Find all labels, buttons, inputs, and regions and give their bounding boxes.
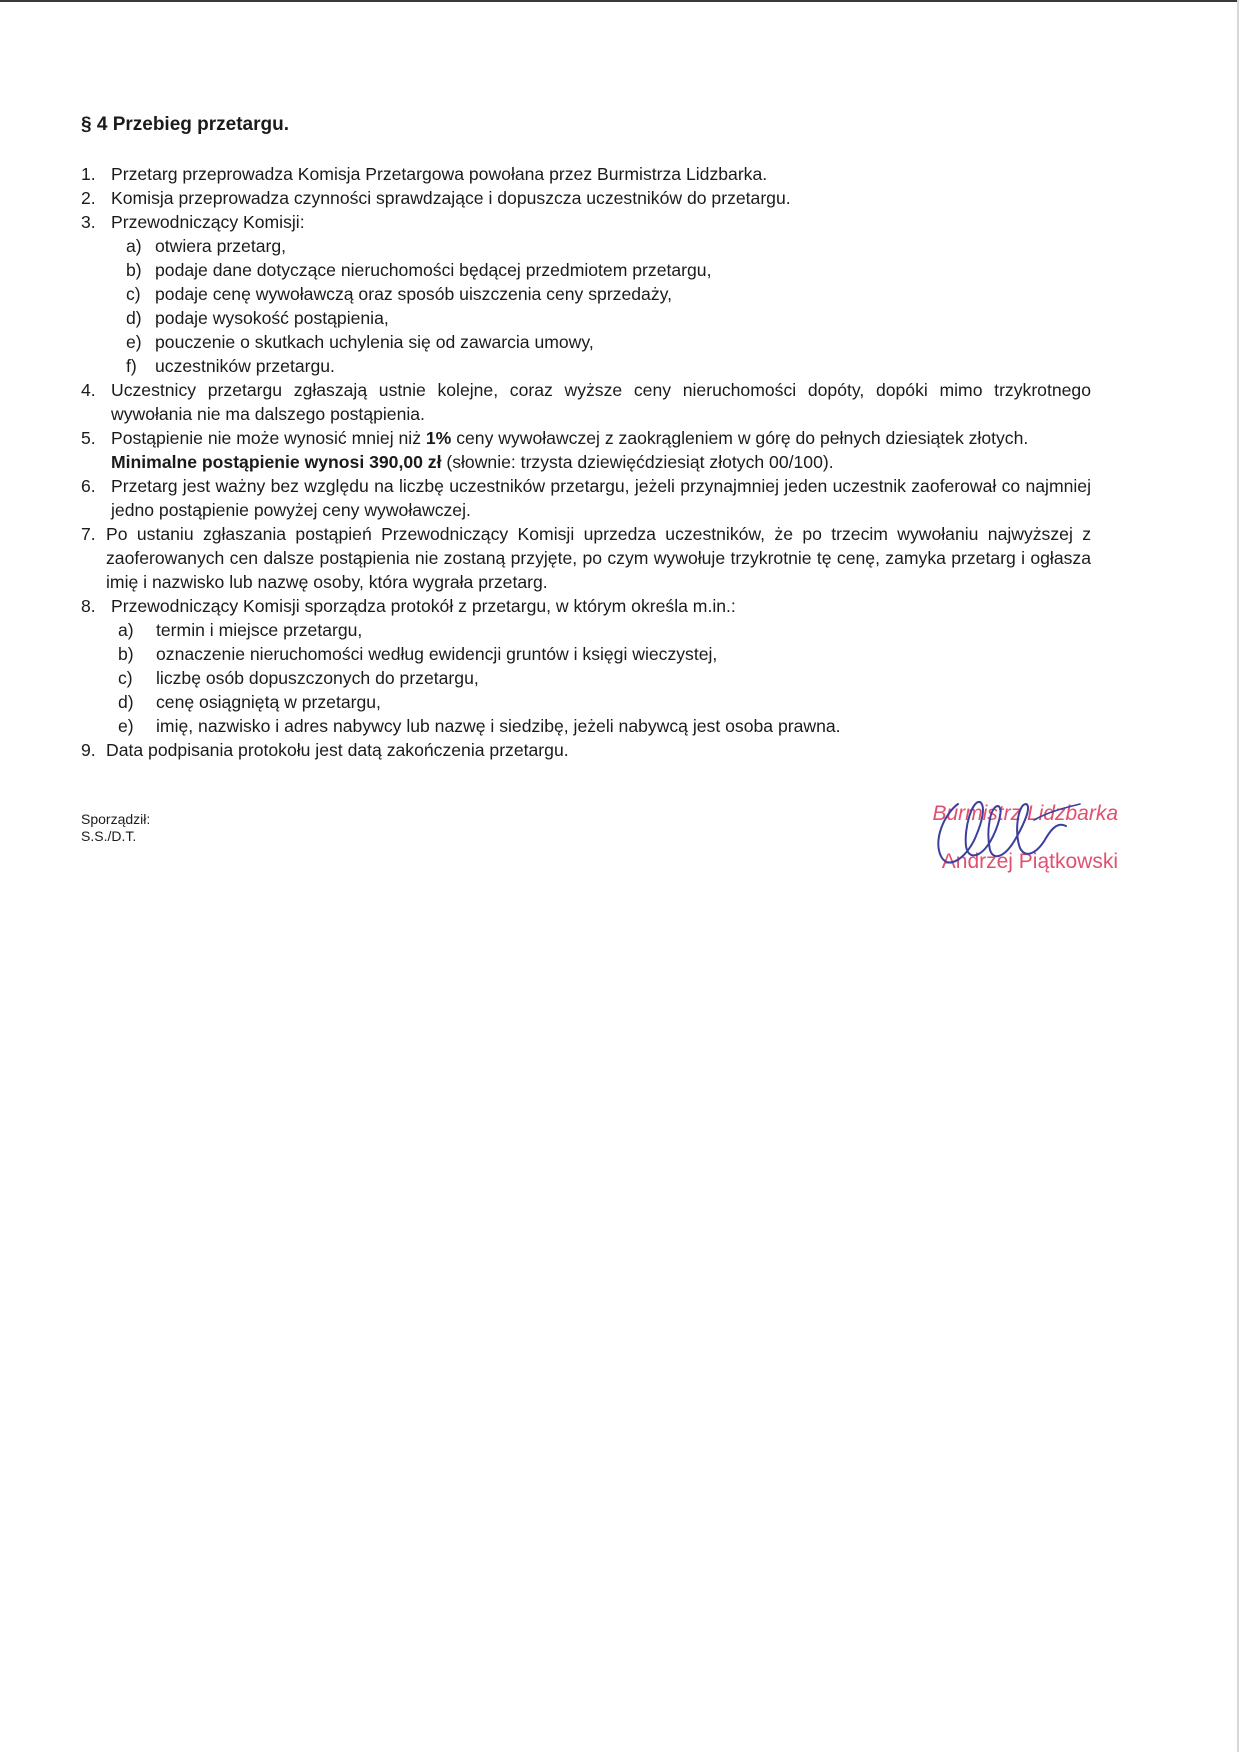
prepared-by-block [81,811,150,845]
list-item-number: 8. [81,596,96,616]
list-item-2 [81,186,1091,210]
list-item-text: Komisja przeprowadza czynności sprawdzające i dopuszcza uczestników do przetargu. [111,188,791,208]
list-item-text: Uczestnicy przetargu zgłaszają ustnie kolejne, coraz wyższe ceny nieruchomości dopóty, dopóki mimo trzykrotnego wywołania nie ma dalszego postąpienia. [111,380,1091,424]
list-item-number: 7. [81,524,96,544]
stamp-title: Burmistrz Lidzbarka [932,802,1118,825]
sublist-text: imię, nazwisko i adres nabywcy lub nazwę i siedzibę, jeżeli nabywcą jest osoba prawna. [156,716,841,736]
list-item-text: Data podpisania protokołu jest datą zakończenia przetargu. [106,740,569,760]
sublist-text: podaje dane dotyczące nieruchomości będącej przedmiotem przetargu, [155,260,712,280]
sublist-text: uczestników przetargu. [155,356,335,376]
sublist-item-8c [81,666,1091,690]
scan-edge-top [0,0,1239,2]
sublist-letter: b) [126,260,142,280]
list-item-text: Przewodniczący Komisji: [111,212,305,232]
list-item-number: 3. [81,212,96,232]
list-item-5 [81,426,1091,450]
list-item-text-end: ceny wywoławczej z zaokrągleniem w górę do pełnych dziesiątek złotych. [451,428,1029,448]
sublist-text: podaje wysokość postąpienia, [155,308,389,328]
sublist-letter: a) [126,236,142,256]
list-item-4 [81,378,1091,426]
sublist-item-8e [81,714,1091,738]
sublist-item-3d [81,306,1091,330]
list-item-text: Przetarg przeprowadza Komisja Przetargowa powołana przez Burmistrza Lidzbarka. [111,164,768,184]
prepared-by-initials: S.S./D.T. [81,828,137,844]
sublist-letter: c) [126,284,141,304]
sublist-text: termin i miejsce przetargu, [156,620,363,640]
list-item-number: 1. [81,164,96,184]
signature-stroke [1034,804,1080,820]
sublist-item-3e [81,330,1091,354]
list-item-number: 9. [81,740,96,760]
handwritten-signature [924,780,1104,880]
sublist-item-8d [81,690,1091,714]
prepared-by-label: Sporządził: [81,811,151,827]
section-heading: § 4 Przebieg przetargu. [81,114,290,135]
sublist-item-3a [81,234,1091,258]
list-item-text-bold: 1% [425,428,452,448]
list-item-number: 5. [81,428,96,448]
sublist-letter: b) [118,644,134,664]
sublist-text: oznaczenie nieruchomości według ewidencji gruntów i księgi wieczystej, [156,644,718,664]
sublist-letter: d) [118,692,134,712]
sublist-text: podaje cenę wywoławczą oraz sposób uiszczenia ceny sprzedaży, [155,284,673,304]
list-item-text: Po ustaniu zgłaszania postąpień Przewodniczący Komisji uprzedza uczestników, że po trzecim wywołaniu najwyższej z zaoferowanych cen dalsze postąpienia nie zostaną przyjęte, po czym wywołuje trzykrotnie tę cenę, zamyka przetarg i ogłasza imię i nazwisko lub nazwę osoby, która wygrała przetarg. [106,524,1091,592]
sublist-letter: e) [118,716,134,736]
sublist-letter: f) [126,356,137,376]
sublist-letter: c) [118,668,133,688]
minimum-bid-words: (słownie: trzysta dziewięćdziesiąt złotych 00/100). [441,452,834,472]
list-item-number: 4. [81,380,96,400]
sublist-item-3b [81,258,1091,282]
signature-stroke [938,802,1066,863]
list-item-7 [81,522,1091,594]
sublist-item-8a [81,618,1091,642]
sublist-item-8b [81,642,1091,666]
minimum-bid-line [81,450,1091,474]
list-item-6 [81,474,1091,522]
sublist-letter: d) [126,308,142,328]
stamp-name: Andrzej Piątkowski [941,850,1118,873]
sublist-text: liczbę osób dopuszczonych do przetargu, [156,668,479,688]
sublist-letter: e) [126,332,142,352]
sublist-item-3c [81,282,1091,306]
sublist-text: otwiera przetarg, [155,236,287,256]
list-item-1 [81,162,1091,186]
list-item-3 [81,210,1091,234]
procedure-list [81,162,1091,762]
list-item-number: 2. [81,188,96,208]
sublist-item-3f [81,354,1091,378]
list-item-text: Przewodniczący Komisji sporządza protokół z przetargu, w którym określa m.in.: [111,596,736,616]
list-item-9 [81,738,1091,762]
sublist-text: pouczenie o skutkach uchylenia się od zawarcia umowy, [155,332,594,352]
list-item-8 [81,594,1091,618]
list-item-number: 6. [81,476,96,496]
sublist-letter: a) [118,620,134,640]
list-item-text-start: Postąpienie nie może wynosić mniej niż [111,428,426,448]
list-item-text: Przetarg jest ważny bez względu na liczbę uczestników przetargu, jeżeli przynajmniej jeden uczestnik zaoferował co najmniej jedno postąpienie powyżej ceny wywoławczej. [111,476,1091,520]
minimum-bid-bold: Minimalne postąpienie wynosi 390,00 zł [111,452,442,472]
sublist-text: cenę osiągniętą w przetargu, [156,692,381,712]
